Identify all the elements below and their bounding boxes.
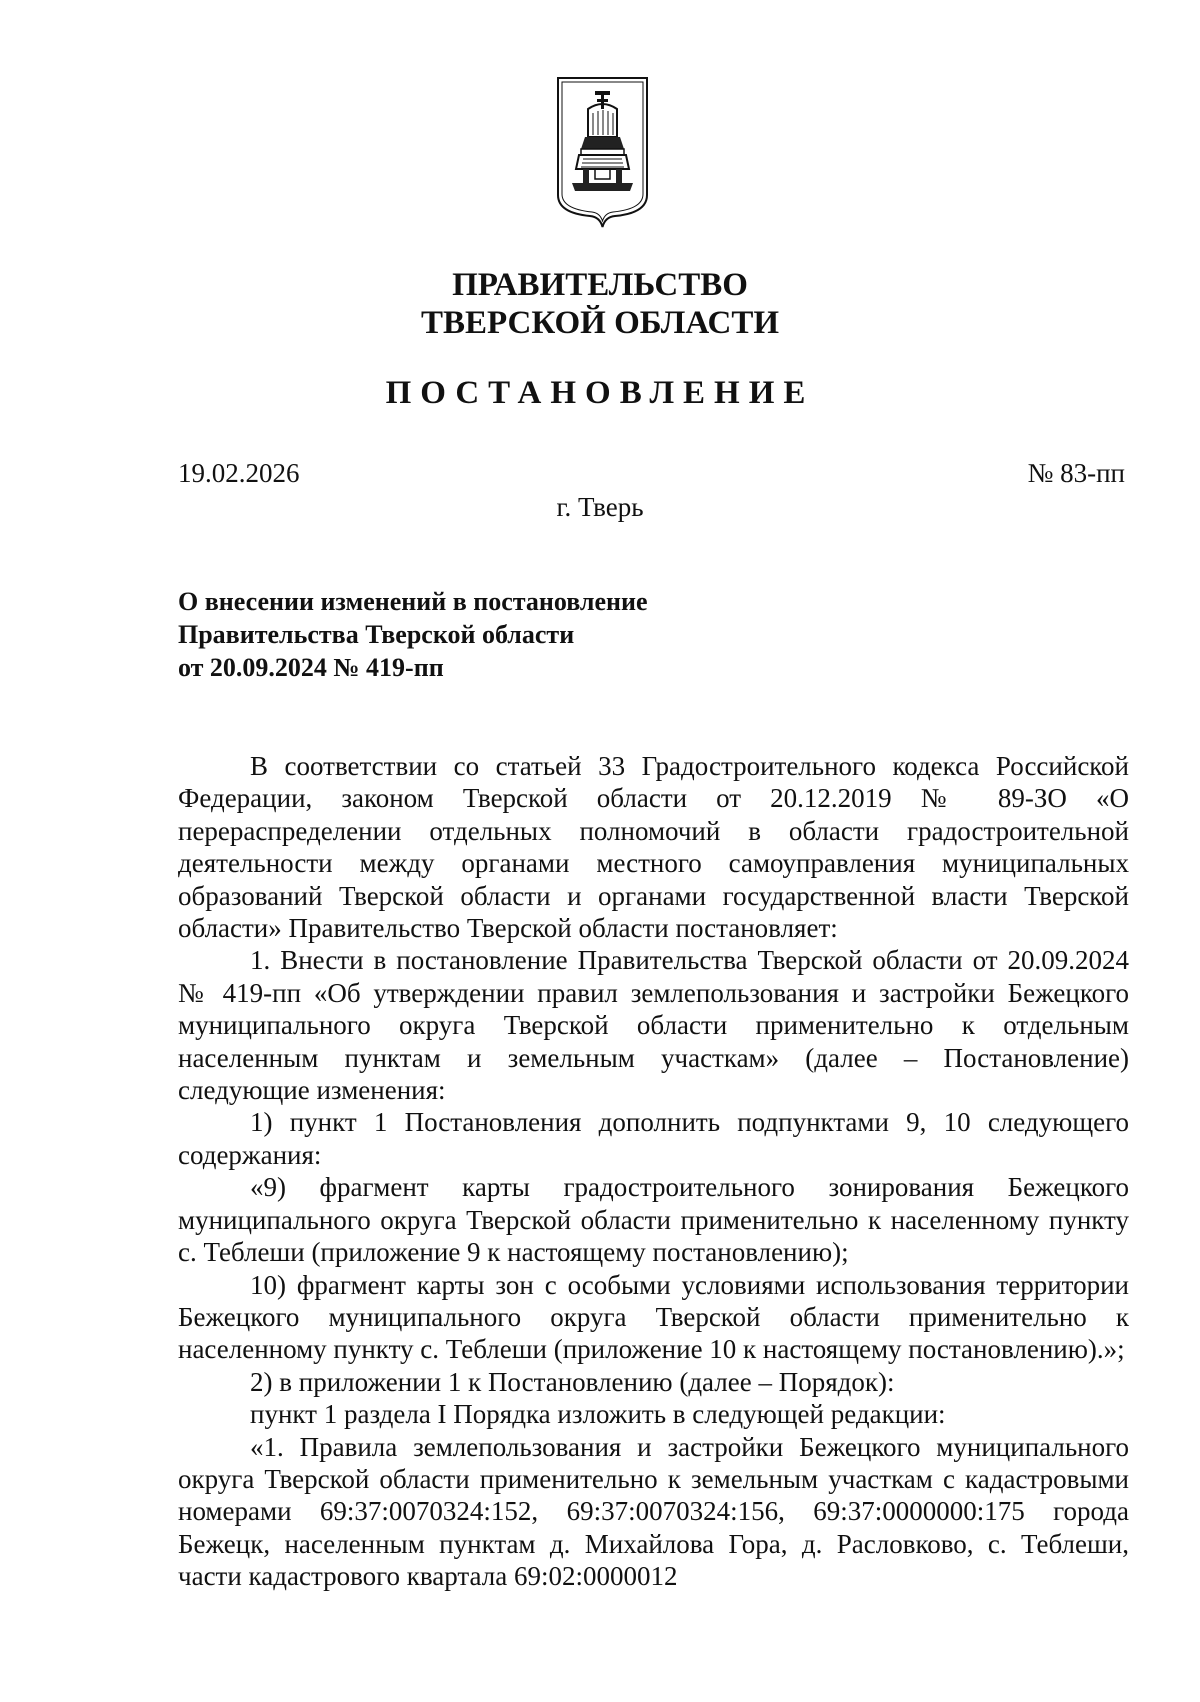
body-paragraph-subitem-2: 2) в приложении 1 к Постановлению (далее – Порядок): bbox=[250, 1366, 895, 1397]
document-city: г. Тверь bbox=[556, 492, 644, 522]
body-paragraph-rules-1: «1. Правила землепользования и застройки Бежецкого муниципального округа Тверской области применительно к земельным участкам с кадастровыми номерами 69:37:0070324:152, 69:37:0070324:156, 69:37:0000000:175 города Бежецк, населенным пунктам д. Михайлова Гора, д. Расловково, с. Теблеши, части кадастрового квартала 69:02:0000012 bbox=[178, 1431, 1129, 1592]
body-paragraph-subitem-9: «9) фрагмент карты градостроительного зонирования Бежецкого муниципального округа Тверской области применительно к населенному пункту с. Теблеши (приложение 9 к настоящему постановлению); bbox=[178, 1172, 1129, 1268]
document-body bbox=[178, 750, 1129, 1593]
body-paragraph-subitem-10: 10) фрагмент карты зон с особыми условиями использования территории Бежецкого муниципального округа Тверской области применительно к населенному пункту с. Теблеши (приложение 10 к настоящему постановлению).»; bbox=[178, 1269, 1129, 1365]
document-type: ПОСТАНОВЛЕНИЕ bbox=[385, 375, 815, 411]
document-number: № 83-пп bbox=[1027, 458, 1125, 488]
government-name bbox=[0, 266, 1200, 342]
government-name-line1: ПРАВИТЕЛЬСТВО bbox=[452, 267, 748, 303]
coat-of-arms-emblem bbox=[555, 75, 650, 230]
government-name-line2: ТВЕРСКОЙ ОБЛАСТИ bbox=[420, 305, 780, 341]
title-line1: О внесении изменений в постановление bbox=[178, 587, 648, 616]
title-line2: Правительства Тверской области bbox=[178, 620, 575, 649]
document-title bbox=[178, 585, 648, 684]
body-paragraph-section-1: пункт 1 раздела I Порядка изложить в следующей редакции: bbox=[250, 1399, 946, 1430]
body-paragraph-item-1: 1. Внести в постановление Правительства Тверской области от 20.09.2024 № 419-пп «Об утверждении правил землепользования и застройки Бежецкого муниципального округа Тверской области применительно к отдельным населенным пунктам и земельным участкам» (далее – Постановление) следующие изменения: bbox=[178, 945, 1129, 1106]
document-date: 19.02.2026 bbox=[178, 458, 300, 488]
body-paragraph-preamble: В соответствии со статьей 33 Градостроительного кодекса Российской Федерации, законом Тверской области от 20.12.2019 № 89-ЗО «О перераспределении отдельных полномочий в области градостроительной деятельности между органами местного самоуправления муниципальных образований Тверской области и органами государственной власти Тверской области» Правительство Тверской области постановляет: bbox=[178, 751, 1129, 944]
body-paragraph-subitem-1: 1) пункт 1 Постановления дополнить подпунктами 9, 10 следующего содержания: bbox=[178, 1107, 1129, 1170]
title-line3: от 20.09.2024 № 419-пп bbox=[178, 653, 444, 682]
